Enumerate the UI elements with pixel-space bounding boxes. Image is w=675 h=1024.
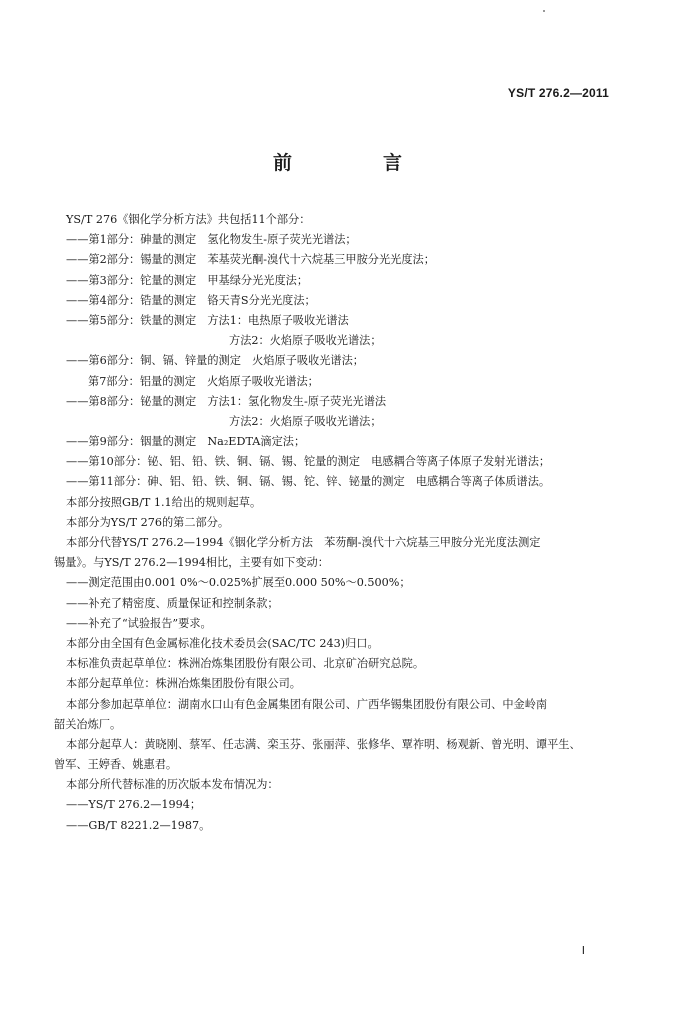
part-item: ——第10部分：铋、铝、铅、铁、铜、镉、锡、铊量的测定 电感耦合等离子体原子发射光谱法； <box>66 455 551 469</box>
page-number: I <box>581 944 585 957</box>
part-item: ——第11部分：砷、铝、铅、铁、铜、镉、锡、铊、锌、铋量的测定 电感耦合等离子体质谱法。 <box>66 475 551 489</box>
parts-intro: YS/T 276《铟化学分析方法》共包括11个部分： <box>66 213 311 226</box>
participants-line-1: 本部分参加起草单位：湖南水口山有色金属集团有限公司、广西华锡集团股份有限公司、中金岭南 <box>66 697 548 711</box>
change-item: ——补充了精密度、质量保证和控制条款； <box>66 596 279 610</box>
part-statement: 本部分为YS/T 276的第二部分。 <box>66 515 230 529</box>
part-method: 方法2：火焰原子吸收光谱法； <box>229 334 382 348</box>
part-item: ——第3部分：铊量的测定 甲基绿分光光度法； <box>66 273 309 287</box>
page-title: 前 言 <box>272 152 438 174</box>
part-item: ——第8部分：铋量的测定 方法1：氢化物发生-原子荧光光谱法 <box>66 394 387 408</box>
part-item: ——第9部分：铟量的测定 Na₂EDTA滴定法； <box>66 435 306 449</box>
part-item: ——第6部分：铜、镉、锌量的测定 火焰原子吸收光谱法； <box>66 354 364 368</box>
change-item: ——补充了“试验报告”要求。 <box>66 616 212 630</box>
org-line: 本部分由全国有色金属标准化技术委员会(SAC/TC 243)归口。 <box>66 636 379 650</box>
participants-line-2: 韶关冶炼厂。 <box>54 717 122 731</box>
history-intro: 本部分所代替标准的历次版本发布情况为： <box>66 778 279 792</box>
part-item: ——第2部分：锡量的测定 苯基荧光酮-溴代十六烷基三甲胺分光光度法； <box>66 253 435 267</box>
change-item: ——测定范围由0.001 0%～0.025%扩展至0.000 50%～0.500%； <box>66 576 411 590</box>
replace-line-2: 锡量》。与YS/T 276.2—1994相比，主要有如下变动： <box>54 556 329 570</box>
scan-speck <box>543 10 545 12</box>
part-item: ——第5部分：铁量的测定 方法1：电热原子吸收光谱法 <box>66 313 349 327</box>
drafting-rule: 本部分按照GB/T 1.1给出的规则起草。 <box>66 495 262 509</box>
drafters-line-1: 本部分起草人：黄晓刚、蔡军、任志满、栾玉芬、张丽萍、张修华、覃祚明、杨观新、曾光明、谭平生、 <box>66 737 581 751</box>
org-line: 本部分起草单位：株洲冶炼集团股份有限公司。 <box>66 677 301 691</box>
part-item: ——第4部分：锆量的测定 铬天青S分光光度法； <box>66 293 316 307</box>
part-method: 方法2：火焰原子吸收光谱法； <box>229 414 382 428</box>
history-item: ——YS/T 276.2—1994； <box>66 798 202 812</box>
part-item: ——第1部分：砷量的测定 氢化物发生-原子荧光光谱法； <box>66 233 357 247</box>
part-item: 第7部分：铝量的测定 火焰原子吸收光谱法； <box>88 374 319 388</box>
drafters-line-2: 曾军、王婷香、姚惠君。 <box>54 758 178 772</box>
org-line: 本标准负责起草单位：株洲冶炼集团股份有限公司、北京矿冶研究总院。 <box>66 657 425 671</box>
foreword-body <box>54 210 614 836</box>
replace-line-1: 本部分代替YS/T 276.2—1994《铟化学分析方法 苯芴酮-溴代十六烷基三甲胺分光光度法测定 <box>66 536 541 549</box>
history-item: ——GB/T 8221.2—1987。 <box>66 818 211 832</box>
standard-code: YS/T 276.2—2011 <box>507 86 609 100</box>
